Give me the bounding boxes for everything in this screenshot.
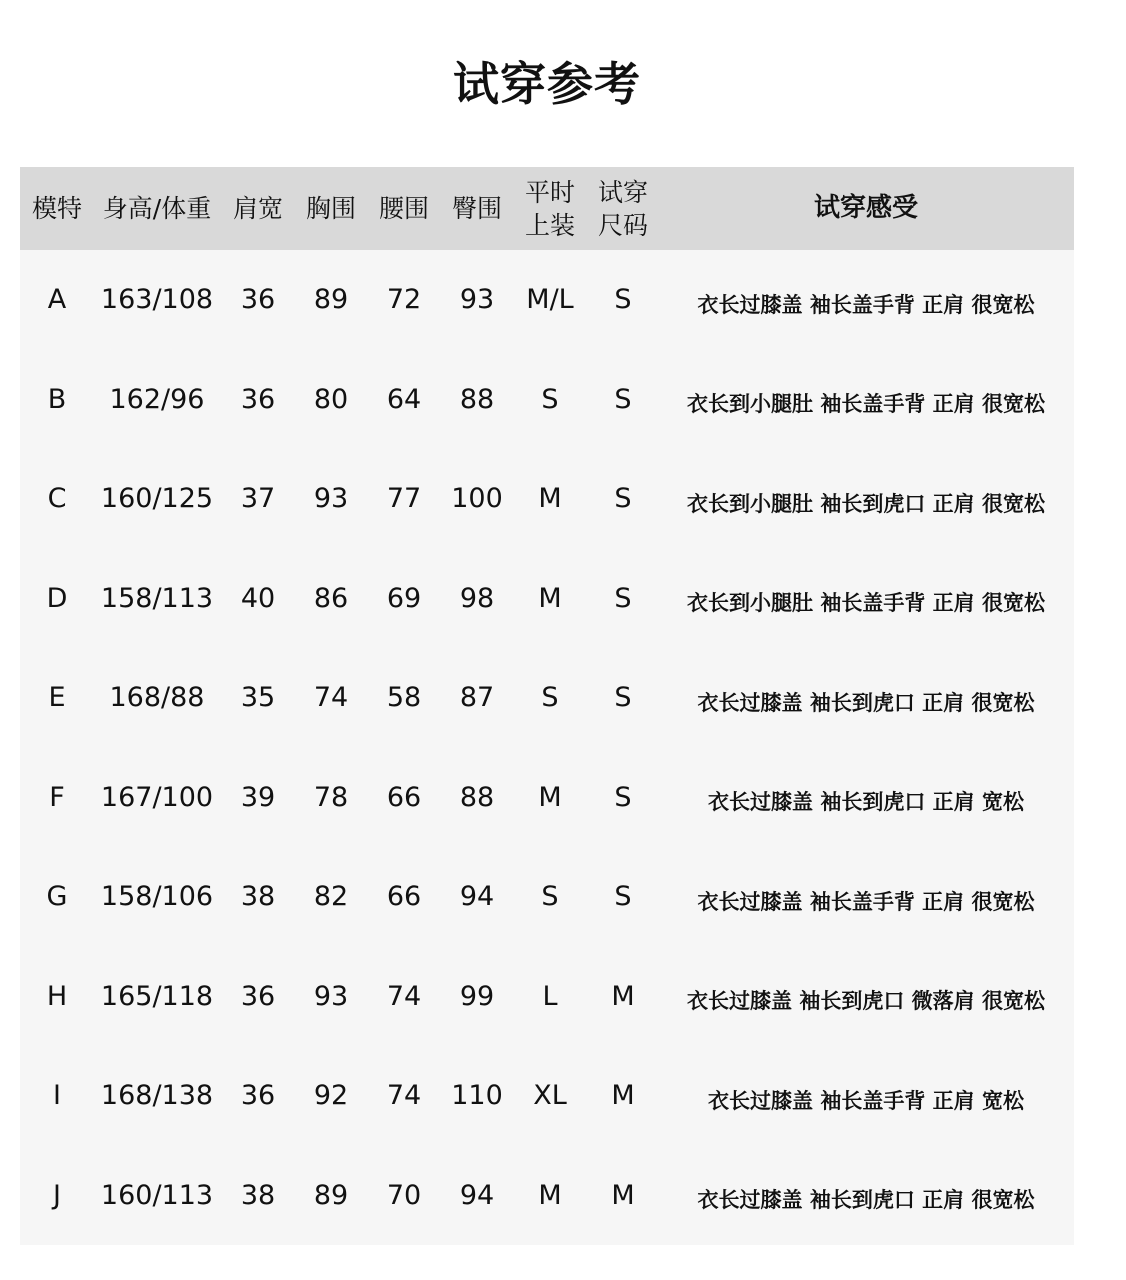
table-row (20, 1146, 1074, 1246)
cell-waist: 64 (386, 383, 422, 415)
cell-waist: 70 (386, 1179, 422, 1211)
cell-hip: 98 (459, 582, 495, 614)
cell-usual-top: S (541, 383, 559, 415)
cell-model: A (47, 284, 67, 316)
cell-height-weight: 160/113 (100, 1179, 214, 1211)
cell-model: E (48, 682, 66, 714)
cell-chest: 86 (313, 582, 349, 614)
cell-fit-feel: 衣长到小腿肚 袖长到虎口 正肩 很宽松 (687, 491, 1045, 516)
cell-hip: 110 (451, 1080, 503, 1112)
cell-tried-size: S (614, 781, 632, 813)
cell-chest: 82 (313, 881, 349, 913)
cell-height-weight: 163/108 (100, 284, 214, 316)
cell-waist: 72 (386, 284, 422, 316)
cell-model: G (46, 881, 68, 913)
cell-tried-size: M (611, 1179, 635, 1211)
table-row (20, 250, 1074, 350)
header-tried-size-line1: 试穿 (597, 177, 648, 207)
cell-model: C (47, 483, 67, 515)
header-usual-top-line1: 平时 (524, 177, 575, 207)
cell-shoulder: 38 (240, 1179, 276, 1211)
cell-hip: 88 (459, 383, 495, 415)
cell-shoulder: 36 (240, 980, 276, 1012)
cell-height-weight: 158/106 (100, 881, 214, 913)
cell-model: I (53, 1080, 61, 1112)
cell-height-weight: 167/100 (100, 781, 214, 813)
cell-fit-feel: 衣长到小腿肚 袖长盖手背 正肩 很宽松 (687, 591, 1045, 616)
table-row (20, 350, 1074, 450)
cell-waist: 77 (386, 483, 422, 515)
cell-fit-feel: 衣长过膝盖 袖长到虎口 正肩 很宽松 (697, 690, 1035, 715)
cell-usual-top: M (538, 1179, 562, 1211)
cell-chest: 92 (313, 1080, 349, 1112)
cell-usual-top: M (538, 483, 562, 515)
table-header-row (20, 167, 1074, 250)
cell-model: D (46, 582, 68, 614)
cell-model: B (47, 383, 67, 415)
header-waist: 腰围 (378, 194, 429, 223)
cell-hip: 94 (459, 1179, 495, 1211)
table-row (20, 748, 1074, 848)
header-model: 模特 (31, 194, 82, 223)
cell-shoulder: 35 (240, 682, 276, 714)
table-row (20, 449, 1074, 549)
cell-chest: 78 (313, 781, 349, 813)
cell-fit-feel: 衣长过膝盖 袖长到虎口 微落肩 很宽松 (687, 989, 1045, 1014)
cell-hip: 94 (459, 881, 495, 913)
cell-shoulder: 36 (240, 1080, 276, 1112)
cell-hip: 88 (459, 781, 495, 813)
table-row (20, 947, 1074, 1047)
cell-tried-size: S (614, 284, 632, 316)
cell-model: F (49, 781, 65, 813)
table-row (20, 847, 1074, 947)
cell-model: H (46, 980, 68, 1012)
cell-usual-top: M (538, 781, 562, 813)
cell-usual-top: M (538, 582, 562, 614)
cell-fit-feel: 衣长过膝盖 袖长盖手背 正肩 宽松 (708, 1088, 1024, 1113)
cell-chest: 89 (313, 284, 349, 316)
cell-chest: 89 (313, 1179, 349, 1211)
cell-waist: 66 (386, 781, 422, 813)
cell-tried-size: S (614, 682, 632, 714)
header-tried-size-line2: 尺码 (597, 210, 648, 240)
cell-fit-feel: 衣长过膝盖 袖长到虎口 正肩 宽松 (708, 790, 1024, 815)
cell-usual-top: S (541, 682, 559, 714)
cell-tried-size: S (614, 483, 632, 515)
table-body (20, 250, 1074, 1245)
header-usual-top-line2: 上装 (524, 210, 575, 240)
cell-shoulder: 38 (240, 881, 276, 913)
cell-usual-top: XL (533, 1080, 567, 1112)
cell-height-weight: 168/138 (100, 1080, 214, 1112)
cell-waist: 58 (386, 682, 422, 714)
cell-fit-feel: 衣长过膝盖 袖长到虎口 正肩 很宽松 (697, 1188, 1035, 1213)
cell-waist: 66 (386, 881, 422, 913)
cell-waist: 74 (386, 980, 422, 1012)
cell-model: J (53, 1179, 61, 1211)
cell-shoulder: 36 (240, 284, 276, 316)
header-hip: 臀围 (451, 194, 502, 223)
header-fit-feel: 试穿感受 (813, 193, 918, 223)
cell-tried-size: S (614, 383, 632, 415)
cell-fit-feel: 衣长过膝盖 袖长盖手背 正肩 很宽松 (697, 292, 1035, 317)
cell-fit-feel: 衣长到小腿肚 袖长盖手背 正肩 很宽松 (687, 392, 1045, 417)
page-title: 试穿参考 (453, 57, 641, 111)
cell-tried-size: M (611, 980, 635, 1012)
cell-hip: 100 (451, 483, 503, 515)
table-row (20, 648, 1074, 748)
cell-chest: 80 (313, 383, 349, 415)
cell-hip: 99 (459, 980, 495, 1012)
cell-height-weight: 160/125 (100, 483, 214, 515)
cell-height-weight: 165/118 (100, 980, 214, 1012)
cell-height-weight: 158/113 (100, 582, 214, 614)
cell-shoulder: 40 (240, 582, 276, 614)
cell-waist: 74 (386, 1080, 422, 1112)
cell-waist: 69 (386, 582, 422, 614)
cell-hip: 93 (459, 284, 495, 316)
header-height-weight: 身高/体重 (102, 194, 212, 223)
cell-height-weight: 162/96 (109, 383, 205, 415)
cell-usual-top: S (541, 881, 559, 913)
table-row (20, 549, 1074, 649)
cell-tried-size: S (614, 582, 632, 614)
cell-chest: 93 (313, 980, 349, 1012)
cell-hip: 87 (459, 682, 495, 714)
header-shoulder: 肩宽 (232, 194, 283, 223)
cell-fit-feel: 衣长过膝盖 袖长盖手背 正肩 很宽松 (697, 889, 1035, 914)
cell-usual-top: L (542, 980, 558, 1012)
cell-chest: 93 (313, 483, 349, 515)
header-usual-top (512, 167, 588, 250)
cell-tried-size: M (611, 1080, 635, 1112)
cell-height-weight: 168/88 (109, 682, 205, 714)
header-chest: 胸围 (305, 194, 356, 223)
cell-chest: 74 (313, 682, 349, 714)
header-tried-size (588, 167, 658, 250)
cell-shoulder: 37 (240, 483, 276, 515)
fit-reference-table (20, 167, 1074, 1245)
cell-tried-size: S (614, 881, 632, 913)
table-row (20, 1046, 1074, 1146)
cell-usual-top: M/L (526, 284, 574, 316)
cell-shoulder: 39 (240, 781, 276, 813)
cell-shoulder: 36 (240, 383, 276, 415)
